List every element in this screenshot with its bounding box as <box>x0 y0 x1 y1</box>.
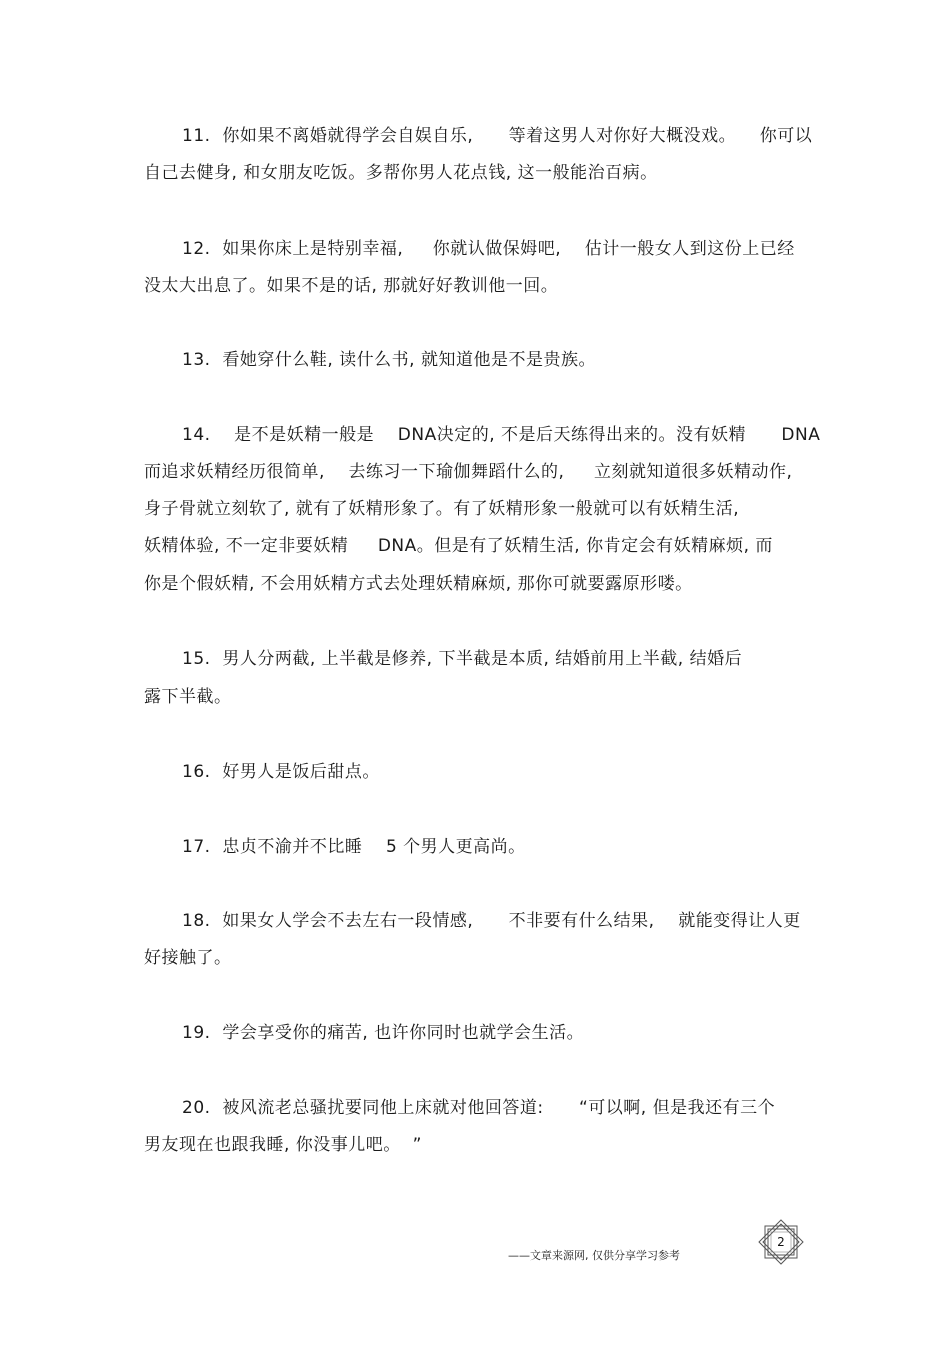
paragraph-18-line-2: 好接触了。 <box>144 948 232 968</box>
paragraph-20-line-1: 20. 被风流老总骚扰要同他上床就对他回答道: “可以啊, 但是我还有三个 <box>182 1098 776 1118</box>
footer-source-note: ——文章来源网, 仅供分享学习参考 <box>508 1249 680 1262</box>
paragraph-14-line-1: 14. 是不是妖精一般是 DNA决定的, 不是后天练得出来的。没有妖精 DNA <box>182 425 821 445</box>
paragraph-14-line-5: 你是个假妖精, 不会用妖精方式去处理妖精麻烦, 那你可就要露原形喽。 <box>144 574 693 594</box>
paragraph-15-line-1: 15. 男人分两截, 上半截是修养, 下半截是本质, 结婚前用上半截, 结婚后 <box>182 649 743 669</box>
paragraph-12-line-2: 没太大出息了。如果不是的话, 那就好好教训他一回。 <box>144 276 559 296</box>
paragraph-14-line-2: 而追求妖精经历很简单, 去练习一下瑜伽舞蹈什么的, 立刻就知道很多妖精动作, <box>144 462 793 482</box>
paragraph-12-line-1: 12. 如果你床上是特别幸福, 你就认做保姆吧, 估计一般女人到这份上已经 <box>182 239 795 259</box>
paragraph-18-line-1: 18. 如果女人学会不去左右一段情感, 不非要有什么结果, 就能变得让人更 <box>182 911 801 931</box>
page-number: 2 <box>777 1235 785 1249</box>
paragraph-14-line-3: 身子骨就立刻软了, 就有了妖精形象了。有了妖精形象一般就可以有妖精生活, <box>144 499 740 519</box>
paragraph-20-line-2: 男友现在也跟我睡, 你没事儿吧。 ” <box>144 1135 422 1155</box>
paragraph-13-line-1: 13. 看她穿什么鞋, 读什么书, 就知道他是不是贵族。 <box>182 350 596 370</box>
paragraph-11-line-2: 自己去健身, 和女朋友吃饭。多帮你男人花点钱, 这一般能治百病。 <box>144 163 658 183</box>
page-number-badge <box>756 1219 806 1265</box>
paragraph-11-line-1: 11. 你如果不离婚就得学会自娱自乐, 等着这男人对你好大概没戏。 你可以 <box>182 126 813 146</box>
paragraph-17-line-1: 17. 忠贞不渝并不比睡 5 个男人更高尚。 <box>182 837 526 857</box>
paragraph-15-line-2: 露下半截。 <box>144 687 232 707</box>
paragraph-19-line-1: 19. 学会享受你的痛苦, 也许你同时也就学会生活。 <box>182 1023 585 1043</box>
paragraph-16-line-1: 16. 好男人是饭后甜点。 <box>182 762 380 782</box>
paragraph-14-line-4: 妖精体验, 不一定非要妖精 DNA。但是有了妖精生活, 你肯定会有妖精麻烦, 而 <box>144 536 773 556</box>
